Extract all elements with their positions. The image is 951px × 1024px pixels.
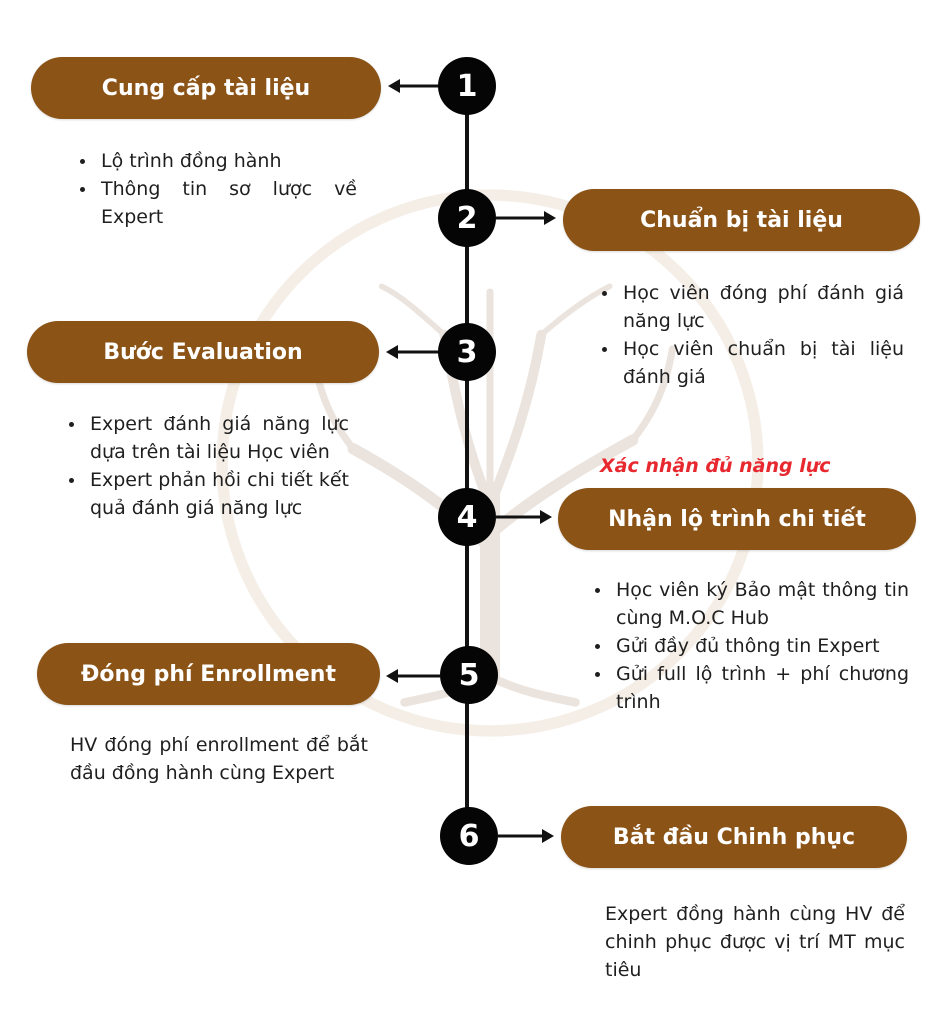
list-item: • Học viên chuẩn bị tài liệu đánh giá	[619, 335, 904, 391]
step-4-number: 4	[438, 488, 496, 546]
qualification-note: Xác nhận đủ năng lực	[600, 455, 831, 477]
step-5-title: Đóng phí Enrollment	[37, 643, 380, 705]
step-6-title: Bắt đầu Chinh phục	[561, 806, 907, 868]
arrow-left-icon	[386, 76, 446, 96]
list-item: • Gửi full lộ trình + phí chương trình	[612, 660, 909, 716]
step-6-description	[605, 900, 905, 984]
arrow-right-icon	[494, 507, 556, 527]
step-3-title: Bước Evaluation	[27, 321, 379, 383]
step-5-text: HV đóng phí enrollment để bắt đầu đồng hành cùng Expert	[70, 734, 368, 784]
step-2-title: Chuẩn bị tài liệu	[563, 189, 920, 251]
step-4-title: Nhận lộ trình chi tiết	[558, 488, 916, 550]
list-item: • Gửi đầy đủ thông tin Expert	[612, 632, 909, 660]
step-2-description	[589, 279, 904, 391]
arrow-right-icon	[496, 826, 558, 846]
step-1-title: Cung cấp tài liệu	[31, 57, 381, 119]
step-6-number: 6	[440, 807, 498, 865]
list-item: • Thông tin sơ lược về Expert	[97, 175, 357, 231]
step-1-description	[67, 147, 357, 231]
list-item: • Học viên ký Bảo mật thông tin cùng M.O.C Hub	[612, 576, 909, 632]
list-item: • Lộ trình đồng hành	[97, 147, 357, 175]
arrow-right-icon	[494, 208, 560, 228]
step-2-number: 2	[438, 189, 496, 247]
arrow-left-icon	[384, 342, 444, 362]
list-item: • Học viên đóng phí đánh giá năng lực	[619, 279, 904, 335]
step-4-description	[582, 576, 909, 716]
step-3-number: 3	[438, 323, 496, 381]
arrow-left-icon	[384, 666, 444, 686]
step-3-description	[56, 410, 349, 522]
list-item: • Expert đánh giá năng lực dựa trên tài liệu Học viên	[86, 410, 349, 466]
step-5-number: 5	[440, 646, 498, 704]
step-1-number: 1	[438, 57, 496, 115]
step-5-description	[70, 731, 368, 787]
step-6-text: Expert đồng hành cùng HV để chinh phục được vị trí MT mục tiêu	[605, 903, 905, 981]
list-item: • Expert phản hồi chi tiết kết quả đánh giá năng lực	[86, 466, 349, 522]
